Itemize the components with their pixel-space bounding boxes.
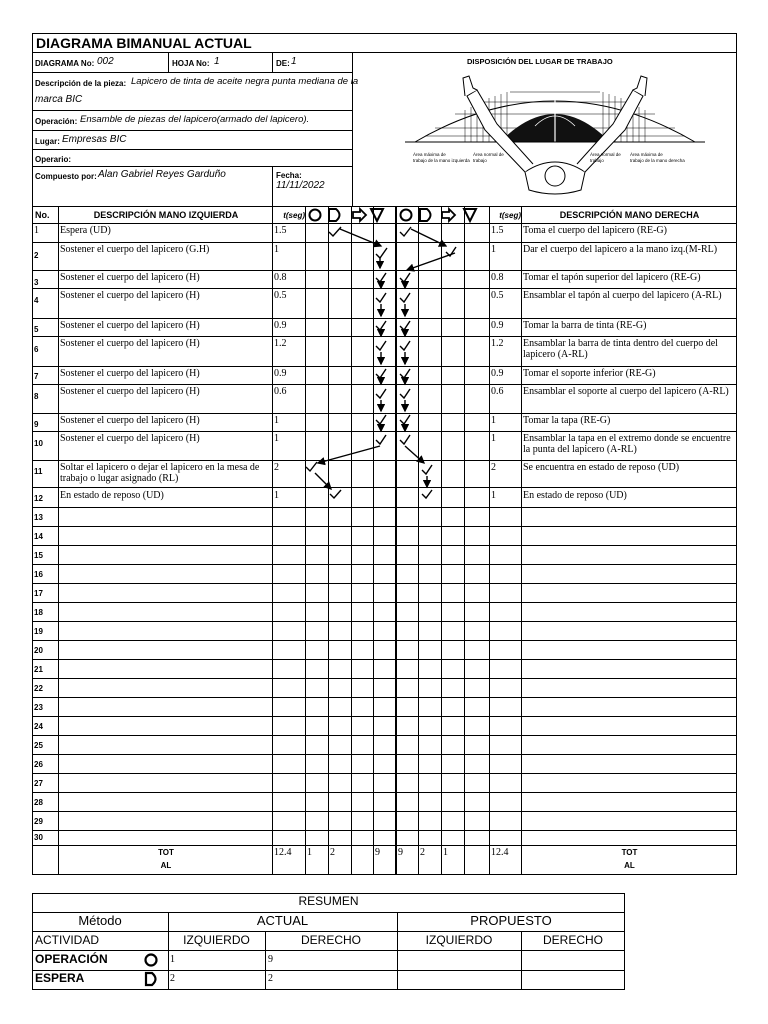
total-label-left: TOT xyxy=(158,848,174,857)
caption-normal-left: Área normal de xyxy=(473,152,504,157)
svg-text:trabajo de la mano derecha: trabajo de la mano derecha xyxy=(630,158,685,163)
lugar-value: Empresas BIC xyxy=(62,134,127,145)
right-desc: Dar el cuerpo del lapicero a la mano izq.(M-RL) xyxy=(523,244,718,255)
right-desc: Tomar el tapón superior del lapicero (RE-G) xyxy=(523,272,701,283)
flow-arrow xyxy=(405,446,424,463)
summary-title: RESUMEN xyxy=(298,894,359,908)
check-mark xyxy=(306,462,317,471)
diagrama-value: 002 xyxy=(97,56,114,67)
check-mark xyxy=(376,293,386,302)
hoja-value: 1 xyxy=(214,56,220,67)
check-mark xyxy=(376,248,387,258)
summary-actividad: ACTIVIDAD xyxy=(35,933,100,947)
de-value: 1 xyxy=(291,56,297,67)
fecha-value: 11/11/2022 xyxy=(276,180,325,191)
left-desc: Sostener el cuerpo del lapicero (H) xyxy=(60,368,200,379)
left-time: 1 xyxy=(274,415,279,426)
row-number: 15 xyxy=(34,551,43,560)
caption-max-right: Área máxima de xyxy=(630,152,663,157)
flow-arrow xyxy=(411,229,446,246)
row-number: 3 xyxy=(34,278,39,287)
row-number: 20 xyxy=(34,646,43,655)
right-desc: Ensamblar el tapón al cuerpo del lapicero (A-RL) xyxy=(523,290,722,301)
check-mark xyxy=(400,293,410,302)
row-number: 12 xyxy=(34,494,43,503)
row-number: 8 xyxy=(34,392,39,401)
check-mark xyxy=(376,415,386,424)
left-desc: Sostener el cuerpo del lapicero (H) xyxy=(60,338,200,349)
check-mark xyxy=(400,435,410,444)
summary-espera-der: 2 xyxy=(268,973,273,984)
check-mark xyxy=(422,465,432,474)
right-desc: Toma el cuerpo del lapicero (RE-G) xyxy=(523,225,667,236)
check-mark xyxy=(400,341,410,350)
left-time: 1 xyxy=(274,490,279,501)
flow-arrow xyxy=(318,446,380,463)
row-number: 13 xyxy=(34,513,43,522)
total-left-hold: 9 xyxy=(375,847,380,858)
total-label-left-2: AL xyxy=(160,861,172,870)
row-number: 24 xyxy=(34,722,43,731)
total-label-right: TOT xyxy=(621,848,638,857)
right-desc: Ensamblar la tapa en el extremo donde se encuentre la punta del lapicero (A-RL) xyxy=(523,433,731,455)
total-time-left: 12.4 xyxy=(274,847,292,858)
right-desc: Tomar el soporte inferior (RE-G) xyxy=(523,368,656,379)
total-right-operation: 9 xyxy=(398,847,403,858)
check-mark xyxy=(400,273,410,282)
row-number: 27 xyxy=(34,779,43,788)
right-time: 0.8 xyxy=(491,272,504,283)
operacion-label: Operación: xyxy=(35,117,78,126)
caption-normal-right: Área normal de xyxy=(590,152,621,157)
right-desc: Tomar la tapa (RE-G) xyxy=(523,415,611,426)
right-desc: En estado de reposo (UD) xyxy=(523,490,627,501)
col-t-right: t(seg) xyxy=(499,211,521,220)
row-number: 6 xyxy=(34,345,39,354)
summary-operacion-izq: 1 xyxy=(170,954,175,965)
row-number: 1 xyxy=(34,225,39,236)
left-desc: En estado de reposo (UD) xyxy=(60,490,164,501)
check-mark xyxy=(376,389,386,398)
right-time: 2 xyxy=(491,462,496,473)
right-time: 1 xyxy=(491,415,496,426)
row-number: 18 xyxy=(34,608,43,617)
check-mark xyxy=(330,490,341,498)
operation-symbol-icon xyxy=(143,952,159,968)
check-mark xyxy=(400,369,410,378)
total-time-right: 12.4 xyxy=(491,847,509,858)
left-desc: Sostener el cuerpo del lapicero (G.H) xyxy=(60,244,210,255)
left-time: 1 xyxy=(274,244,279,255)
col-right-desc: DESCRIPCIÓN MANO DERECHA xyxy=(559,210,700,220)
right-time: 0.9 xyxy=(491,368,504,379)
summary-izquierdo: IZQUIERDO xyxy=(183,933,250,947)
left-time: 0.5 xyxy=(274,290,287,301)
left-desc: Sostener el cuerpo del lapicero (H) xyxy=(60,320,200,331)
summary-izquierdo-propuesto: IZQUIERDO xyxy=(425,933,493,947)
flow-arrow xyxy=(340,229,381,246)
left-time: 1.5 xyxy=(274,225,287,236)
col-left-desc: DESCRIPCIÓN MANO IZQUIERDA xyxy=(93,210,239,220)
flow-arrow xyxy=(315,473,331,489)
summary-propuesto: PROPUESTO xyxy=(470,913,552,928)
check-mark xyxy=(376,273,386,282)
left-time: 1 xyxy=(274,433,279,444)
summary-operacion-der: 9 xyxy=(268,954,273,965)
right-desc: Ensamblar el soporte al cuerpo del lapicero (A-RL) xyxy=(523,386,729,397)
pieza-label: Descripción de la pieza: xyxy=(35,79,127,88)
right-time: 0.6 xyxy=(491,386,504,397)
check-mark xyxy=(400,321,410,330)
right-desc: Tomar la barra de tinta (RE-G) xyxy=(523,320,647,331)
check-mark xyxy=(376,341,386,350)
svg-text:trabajo: trabajo xyxy=(473,158,487,163)
row-number: 22 xyxy=(34,684,43,693)
summary-derecho-propuesto: DERECHO xyxy=(542,933,603,947)
right-time: 1 xyxy=(491,244,496,255)
operacion-value: Ensamble de piezas del lapicero(armado del lapicero). xyxy=(80,114,310,125)
row-number: 4 xyxy=(34,296,39,305)
left-desc: Sostener el cuerpo del lapicero (H) xyxy=(60,272,200,283)
diagrama-label: DIAGRAMA No: xyxy=(35,59,95,68)
left-desc: Soltar el lapicero o dejar el lapicero en la mesa de trabajo o lugar asignado (RL) xyxy=(60,462,260,484)
summary-derecho: DERECHO xyxy=(300,933,361,947)
total-left-operation: 1 xyxy=(307,847,312,858)
left-time: 0.9 xyxy=(274,320,287,331)
row-number: 10 xyxy=(34,439,43,448)
total-right-move: 1 xyxy=(443,847,448,858)
caption-max-left: Área máxima de xyxy=(413,152,446,157)
delay-symbol-icon xyxy=(143,971,161,987)
pieza-value-line2: marca BIC xyxy=(35,94,83,105)
svg-text:trabajo de la mano izquierda: trabajo de la mano izquierda xyxy=(413,158,470,163)
row-number: 21 xyxy=(34,665,43,674)
right-time: 0.9 xyxy=(491,320,504,331)
row-number: 9 xyxy=(34,420,39,429)
left-time: 0.6 xyxy=(274,386,287,397)
hoja-label: HOJA No: xyxy=(172,59,210,68)
col-no: No. xyxy=(35,210,50,220)
right-time: 1.5 xyxy=(491,225,504,236)
check-mark xyxy=(400,415,410,424)
form-title: DIAGRAMA BIMANUAL ACTUAL xyxy=(36,35,252,51)
lugar-label: Lugar: xyxy=(35,137,60,146)
check-mark xyxy=(376,435,386,444)
summary-espera: ESPERA xyxy=(35,971,85,985)
total-label-right-2: AL xyxy=(624,861,635,870)
right-time: 0.5 xyxy=(491,290,504,301)
row-number: 5 xyxy=(34,325,39,334)
row-number: 23 xyxy=(34,703,43,712)
check-mark xyxy=(400,389,410,398)
check-mark xyxy=(400,227,411,236)
flow-arrow xyxy=(407,253,455,270)
left-time: 1.2 xyxy=(274,338,287,349)
row-number: 17 xyxy=(34,589,43,598)
row-number: 29 xyxy=(34,817,43,826)
row-number: 30 xyxy=(34,833,43,842)
left-time: 2 xyxy=(274,462,279,473)
total-left-wait: 2 xyxy=(330,847,335,858)
row-number: 2 xyxy=(34,251,39,260)
row-number: 11 xyxy=(34,467,43,476)
total-right-wait: 2 xyxy=(420,847,425,858)
summary-metodo: Método xyxy=(78,913,122,928)
left-desc: Sostener el cuerpo del lapicero (H) xyxy=(60,290,200,301)
right-desc: Se encuentra en estado de reposo (UD) xyxy=(523,462,680,473)
check-mark xyxy=(376,321,386,330)
summary-actual: ACTUAL xyxy=(256,913,309,928)
row-number: 14 xyxy=(34,532,43,541)
check-mark xyxy=(376,369,386,378)
col-t-left: t(seg) xyxy=(283,211,305,220)
de-label: DE: xyxy=(276,59,290,68)
left-desc: Sostener el cuerpo del lapicero (H) xyxy=(60,433,200,444)
right-time: 1 xyxy=(491,490,496,501)
check-mark xyxy=(329,227,341,236)
row-number: 26 xyxy=(34,760,43,769)
svg-text:trabajo: trabajo xyxy=(590,158,604,163)
row-number: 16 xyxy=(34,570,43,579)
fecha-label: Fecha: xyxy=(276,171,302,180)
summary-operacion: OPERACIÓN xyxy=(35,952,108,966)
right-desc: Ensamblar la barra de tinta dentro del cuerpo del lapicero (A-RL) xyxy=(523,338,718,360)
layout-title: DISPOSICIÓN DEL LUGAR DE TRABAJO xyxy=(467,57,613,66)
summary-espera-izq: 2 xyxy=(170,973,175,984)
left-desc: Sostener el cuerpo del lapicero (H) xyxy=(60,415,200,426)
row-number: 7 xyxy=(34,372,39,381)
row-number: 19 xyxy=(34,627,43,636)
compuesto-label: Compuesto por: xyxy=(35,172,97,181)
operario-label: Operario: xyxy=(35,155,72,164)
left-desc: Sostener el cuerpo del lapicero (H) xyxy=(60,386,200,397)
left-desc: Espera (UD) xyxy=(60,225,111,236)
check-mark xyxy=(422,490,432,498)
left-time: 0.8 xyxy=(274,272,287,283)
pieza-value-line1: Lapicero de tinta de aceite negra punta mediana de la xyxy=(131,76,359,87)
right-time: 1.2 xyxy=(491,338,504,349)
row-number: 28 xyxy=(34,798,43,807)
left-time: 0.9 xyxy=(274,368,287,379)
compuesto-value: Alan Gabriel Reyes Garduño xyxy=(98,169,226,180)
row-number: 25 xyxy=(34,741,43,750)
right-time: 1 xyxy=(491,433,496,444)
